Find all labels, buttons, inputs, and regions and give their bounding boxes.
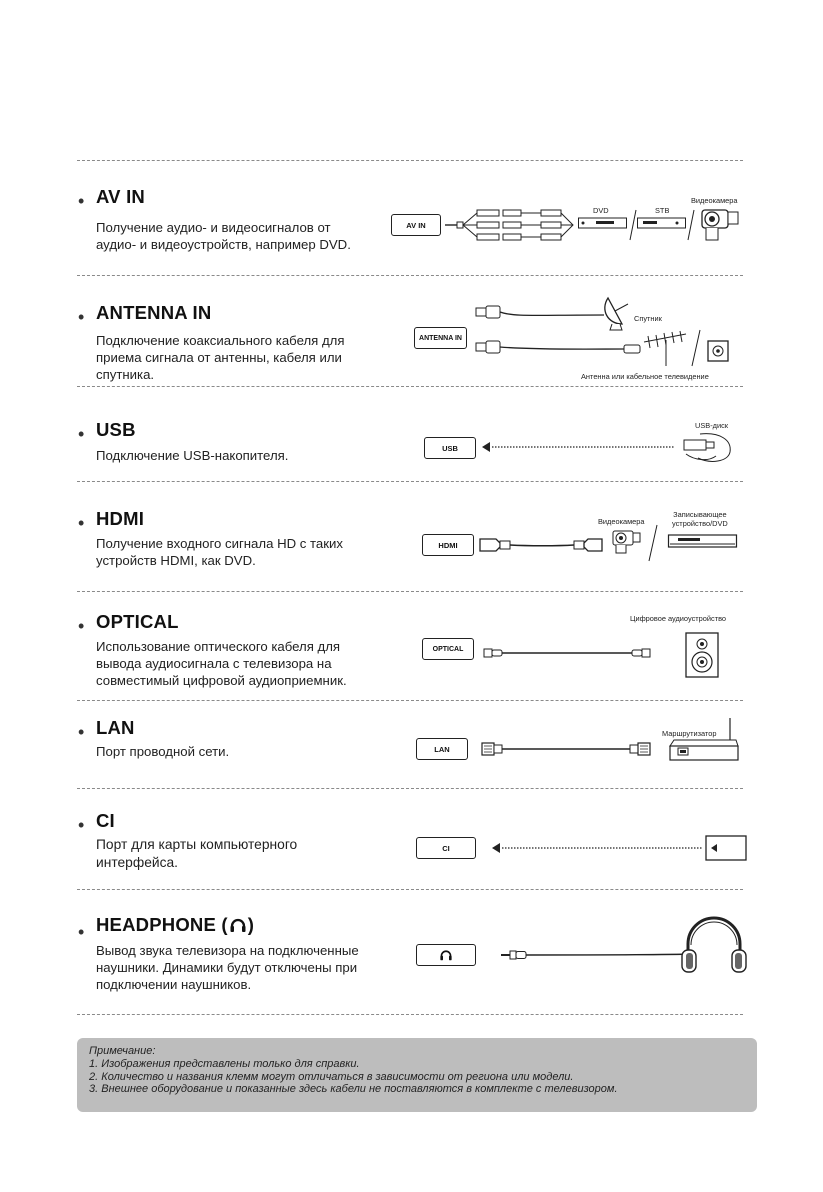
headphone-icon — [439, 949, 453, 961]
section-description: Получение аудио- и видеосигналов от аудио- и видеоустройств, например DVD. — [96, 220, 351, 252]
section-title: LAN — [96, 717, 135, 738]
headphone-port — [416, 944, 476, 966]
divider — [77, 591, 743, 592]
camcorder-label: Видеокамера — [598, 517, 645, 526]
section-description: Подключение коаксиального кабеля для приема сигнала от антенны, кабеля или спутника. — [96, 333, 345, 382]
section-description: Подключение USB-накопителя. — [96, 448, 289, 463]
usb-disk-label: USB-диск — [695, 421, 729, 430]
antenna-label: Антенна или кабельное телевидение — [581, 372, 709, 381]
router-icon — [668, 716, 740, 764]
headphone-jack-cable — [500, 948, 700, 962]
hdmi-port: HDMI — [422, 534, 474, 556]
divider — [77, 788, 743, 789]
section-title: HEADPHONE ( ) — [96, 914, 255, 935]
lan-cable-diagram — [480, 739, 660, 759]
section-description: Порт для карты компьютерного интерфейса. — [96, 837, 298, 870]
section-description: Получение входного сигнала HD с таких устройств HDMI, как DVD. — [96, 536, 343, 568]
audio-device-label: Цифровое аудиоустройство — [630, 614, 727, 623]
optical-port: OPTICAL — [422, 638, 474, 660]
bullet: • — [78, 307, 85, 327]
bullet: • — [78, 191, 85, 211]
router-label: Маршрутизатор — [662, 729, 717, 738]
av-cable-diagram — [445, 205, 575, 245]
section-title: CI — [96, 810, 115, 831]
bullet: • — [78, 922, 85, 942]
bullet: • — [78, 815, 85, 835]
section-title: AV IN — [96, 186, 145, 207]
bullet: • — [78, 616, 85, 636]
ci-dotted-arrow — [490, 842, 710, 854]
divider — [77, 481, 743, 482]
note-item: 1. Изображения представлены только для справки. — [89, 1057, 360, 1070]
av-in-port: AV IN — [391, 214, 441, 236]
section-title: ANTENNA IN — [96, 302, 212, 323]
camcorder-icon — [698, 206, 740, 242]
section-description: Порт проводной сети. — [96, 744, 230, 759]
ci-card-icon — [705, 835, 747, 861]
dvd-player-icon — [578, 216, 628, 230]
optical-cable-diagram — [482, 646, 652, 660]
speaker-icon — [685, 632, 719, 678]
lan-port: LAN — [416, 738, 468, 760]
divider — [77, 160, 743, 161]
stb-box-icon — [637, 216, 687, 230]
usb-disk-icon — [680, 430, 736, 466]
bullet: • — [78, 513, 85, 533]
camcorder-icon — [610, 528, 642, 554]
section-description: Использование оптического кабеля для вывода аудиосигнала с телевизора на совместимый цифровой аудиоприемник. — [96, 639, 347, 688]
satellite-dish-icon — [600, 296, 636, 330]
slash-separator — [647, 525, 659, 561]
bullet: • — [78, 424, 85, 444]
usb-port: USB — [424, 437, 476, 459]
slash-separator — [690, 330, 702, 366]
satellite-label: Спутник — [634, 314, 662, 323]
headphones-icon — [678, 912, 750, 974]
recorder-label: Записывающее устройство/DVD — [672, 510, 728, 528]
section-description: Вывод звука телевизора на подключенные наушники. Динамики будут отключены при подключении наушников. — [96, 943, 359, 992]
bullet: • — [78, 722, 85, 742]
camcorder-label: Видеокамера — [691, 196, 738, 205]
divider — [77, 700, 743, 701]
wall-socket-icon — [707, 340, 729, 362]
note-box — [77, 1038, 757, 1112]
section-title: HDMI — [96, 508, 145, 529]
divider — [77, 386, 743, 387]
headphone-icon — [229, 917, 247, 933]
section-title: USB — [96, 419, 136, 440]
divider — [77, 1014, 743, 1015]
note-item: 3. Внешнее оборудование и показанные здесь кабели не поставляются в комплекте с телевизором. — [89, 1083, 618, 1096]
note-heading: Примечание: — [89, 1045, 156, 1057]
hdmi-cable-diagram — [478, 534, 606, 556]
slash-separator — [686, 210, 696, 240]
section-title: OPTICAL — [96, 611, 179, 632]
divider — [77, 275, 743, 276]
antenna-icon — [640, 330, 690, 366]
ci-port: CI — [416, 837, 476, 859]
antenna-in-port: ANTENNA IN — [414, 327, 467, 349]
stb-label: STB — [655, 206, 670, 215]
dvd-label: DVD — [593, 206, 609, 215]
divider — [77, 889, 743, 890]
recorder-icon — [668, 533, 738, 549]
note-item: 2. Количество и названия клемм могут отличаться в зависимости от региона или модели. — [89, 1070, 574, 1083]
usb-dotted-arrow — [480, 441, 680, 453]
